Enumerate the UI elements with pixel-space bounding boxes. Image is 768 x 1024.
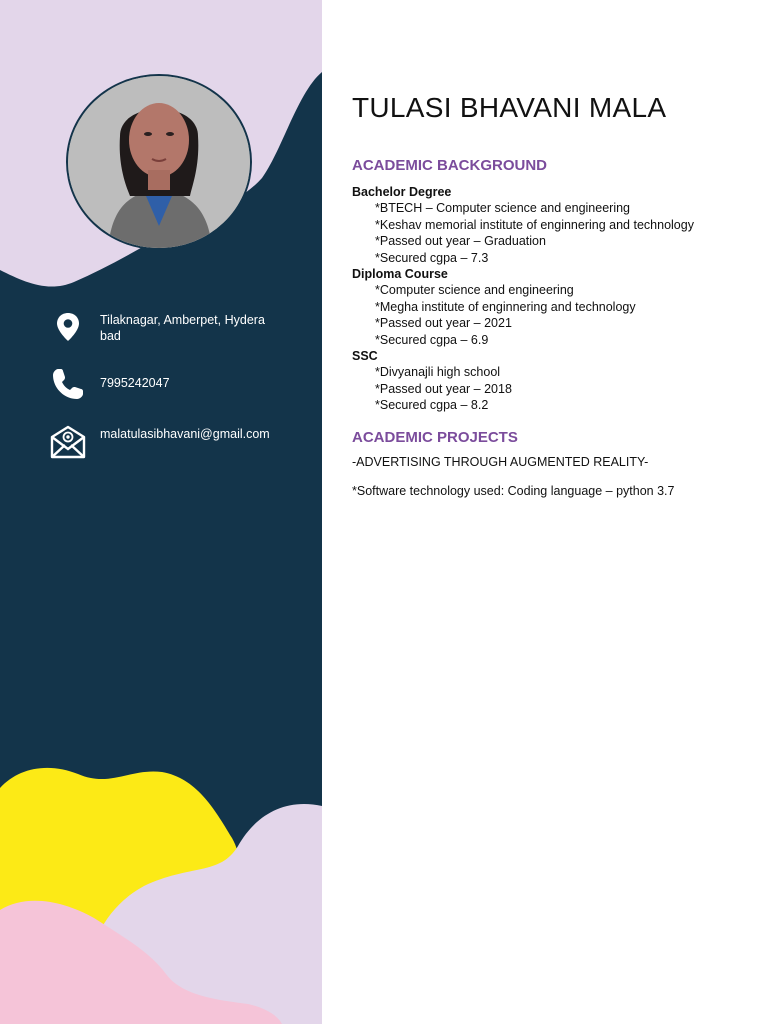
list-item: *Divyanajli high school [375, 365, 501, 380]
email-text: malatulasibhavani@gmail.com [100, 427, 270, 441]
project-title: -ADVERTISING THROUGH AUGMENTED REALITY- [352, 455, 649, 469]
project-technology: *Software technology used: Coding language – python 3.7 [352, 484, 675, 498]
list-item: *Computer science and engineering [375, 283, 574, 298]
list-item: *BTECH – Computer science and engineering [375, 201, 630, 216]
academic-projects-heading: ACADEMIC PROJECTS [352, 429, 518, 446]
list-item: *Passed out year – 2021 [375, 316, 512, 331]
page-title: TULASI BHAVANI MALA [352, 92, 667, 123]
contact-phone [48, 366, 270, 406]
sidebar [0, 0, 322, 1024]
contact-address [48, 312, 270, 352]
group-title: Bachelor Degree [352, 185, 452, 199]
phone-icon [48, 366, 88, 406]
academic-background-heading: ACADEMIC BACKGROUND [352, 157, 547, 174]
email-envelope-icon [48, 424, 88, 464]
group-title: Diploma Course [352, 267, 448, 282]
academic-background-list [352, 184, 694, 414]
list-item: *Secured cgpa – 8.2 [375, 398, 489, 413]
address-text: Tilaknagar, Amberpet, Hyderabad [100, 313, 265, 343]
contact-email [48, 424, 270, 464]
list-item: *Passed out year – 2018 [375, 381, 512, 396]
list-item: *Keshav memorial institute of enginnering and technology [375, 217, 694, 232]
group-title: SSC [352, 349, 378, 364]
list-item: *Megha institute of enginnering and technology [375, 299, 636, 314]
list-item: *Secured cgpa – 7.3 [375, 250, 489, 265]
location-pin-icon [48, 312, 88, 352]
list-item: *Secured cgpa – 6.9 [375, 332, 489, 347]
profile-photo [66, 74, 252, 250]
phone-text: 7995242047 [100, 376, 170, 390]
list-item: *Passed out year – Graduation [375, 234, 546, 249]
